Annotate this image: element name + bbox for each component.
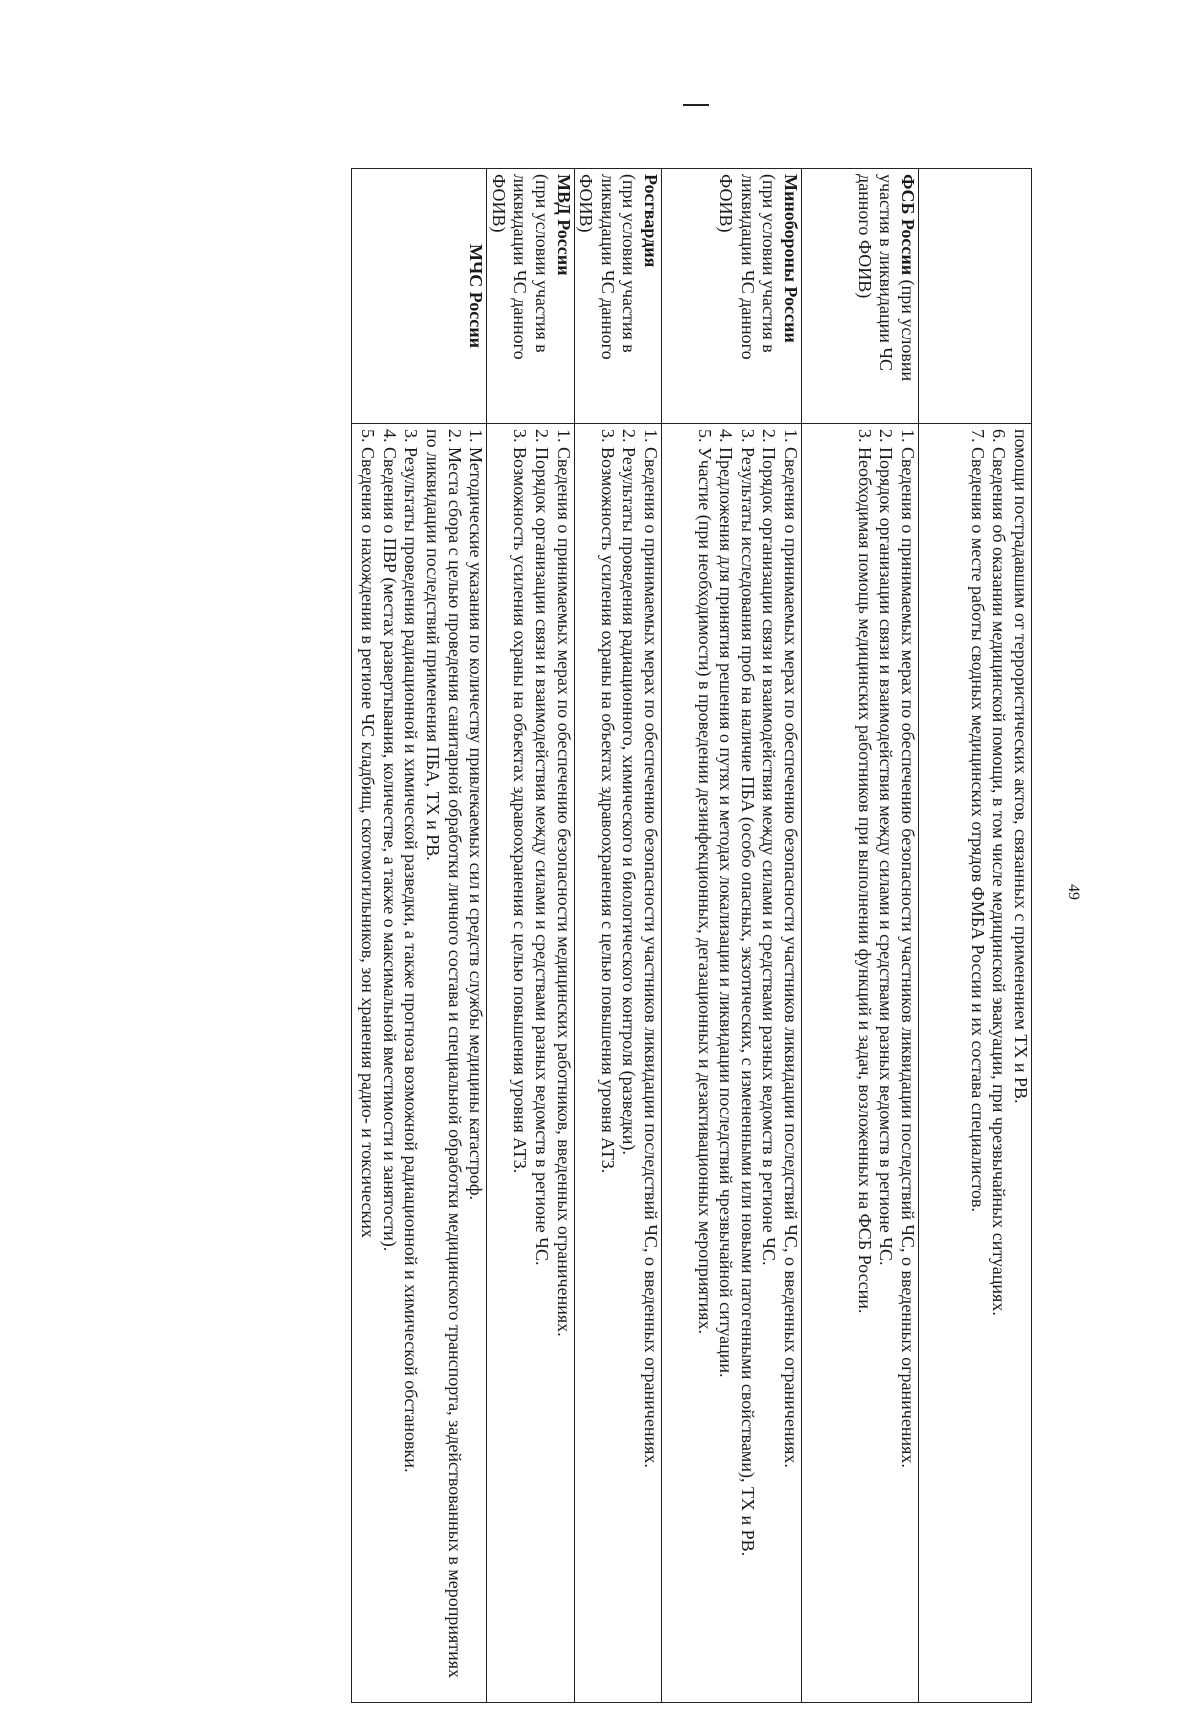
measures-cell (919, 424, 1032, 1703)
list-item: 7. Сведения о месте работы сводных медицинских отрядов ФМБА России и их состава специалистов. (967, 429, 988, 1212)
list-item: 4. Сведения о ПВР (местах развертывания, количестве, а также о максимальной вместимости и занятости). (379, 429, 400, 1252)
org-note: (при условии участия в ликвидации ЧС данного ФОИВ) (576, 174, 640, 360)
org-note: (при условии участия в ликвидации ЧС данного ФОИВ) (854, 174, 918, 382)
list-item: 3. Результаты исследования проб на наличие ПБА (особо опасных, экзотических, с измененными или новыми патогенными свойствами), ТХ и РВ. (737, 429, 758, 1557)
list-item: 1. Сведения о принимаемых мерах по обеспечению безопасности участников ликвидации последствий ЧС, о введенных ограничениях. (898, 429, 918, 1468)
table-row (662, 169, 802, 1703)
org-note: (при условии участия в ликвидации ЧС данного ФОИВ) (716, 174, 780, 360)
table-row (352, 169, 487, 1703)
org-cell (802, 169, 919, 424)
org-name: Минобороны России (781, 174, 801, 343)
list-item: 2. Порядок организации связи и взаимодействия между силами и средствами разных ведомств в регионе ЧС. (876, 429, 897, 1266)
measures-cell (487, 424, 574, 1703)
list-item: 2. Порядок организации связи и взаимодействия между силами и средствами разных ведомств в регионе ЧС. (532, 429, 553, 1266)
list-item: 2. Результаты проведения радиационного, химического и биологического контроля (разведки). (619, 429, 640, 1155)
list-item: 4. Предложения для принятия решения о путях и методах локализации и ликвидации последствий чрезвычайной ситуации. (716, 429, 737, 1378)
list-item: 1. Сведения о принимаемых мерах по обеспечению безопасности участников ликвидации последствий ЧС, о введенных ограничениях. (781, 429, 801, 1468)
list-item: 3. Результаты проведения радиационной и химической разведки, а также прогноза возможной радиационной и химической обстановки. (401, 429, 422, 1473)
list-item: 3. Возможность усиления охраны на объектах здравоохранения с целью повышения уровня АТЗ. (510, 429, 531, 1174)
document-table (351, 168, 1032, 1703)
table-row (802, 169, 919, 1703)
org-cell (919, 169, 1032, 424)
list-item: 1. Методические указания по количеству привлекаемых сил и средств службы медицины катастроф. (466, 429, 487, 1201)
list-item: 2. Порядок организации связи и взаимодействия между силами и средствами разных ведомств в регионе ЧС. (759, 429, 780, 1266)
org-cell (487, 169, 574, 424)
org-note: (при условии участия в ликвидации ЧС данного ФОИВ) (488, 174, 553, 360)
list-item: 3. Необходимая помощь медицинских работников при выполнении функций и задач, возложенных на ФСБ России. (854, 429, 875, 1314)
table-row (487, 169, 574, 1703)
org-name: МЧС России (466, 244, 487, 348)
list-item: 1. Сведения о принимаемых мерах по обеспечению безопасности участников ликвидации последствий ЧС, о введенных ограничениях. (641, 429, 661, 1468)
measures-cell (574, 424, 661, 1703)
list-item: 5. Сведения о нахождении в регионе ЧС кладбищ, скотомогильников, зон хранения радио- и токсических (358, 429, 379, 1238)
list-item: 5. Участие (при необходимости) в проведении дезинфекционных, дегазационных и дезактивационных мероприятиях. (694, 429, 715, 1335)
list-item: 2. Места сбора с целью проведения санитарной обработки личного состава и специальной обработки медицинского транспорта, задействованных в мероприятиях по ликвидации последствий применения ПБА, ТХ и РВ. (423, 429, 465, 1679)
table-row (919, 169, 1032, 1703)
org-name: ФСБ России (898, 174, 918, 276)
measures-cell (802, 424, 919, 1703)
org-name: МВД России (553, 174, 574, 276)
org-cell (352, 169, 487, 424)
list-item: 1. Сведения о принимаемых мерах по обеспечению безопасности медицинских работников, введенных ограничениях. (553, 429, 574, 1337)
page-number: 49 (1065, 884, 1082, 900)
header-dash (683, 104, 709, 106)
measures-cell (662, 424, 802, 1703)
org-name: Росгвардия (641, 174, 661, 268)
list-item: 3. Возможность усиления охраны на объектах здравоохранения с целью повышения уровня АТЗ. (597, 429, 618, 1174)
list-item: помощи пострадавшим от террористических актов, связанных с применением ТХ и РВ. (1011, 429, 1031, 1104)
table-row (574, 169, 661, 1703)
rotated-page (185, 150, 1085, 1690)
list-item: 6. Сведения об оказании медицинской помощи, в том числе медицинской эвакуации, при чрезвычайных ситуациях. (989, 429, 1010, 1316)
org-cell (662, 169, 802, 424)
org-cell (574, 169, 661, 424)
measures-cell (352, 424, 487, 1703)
